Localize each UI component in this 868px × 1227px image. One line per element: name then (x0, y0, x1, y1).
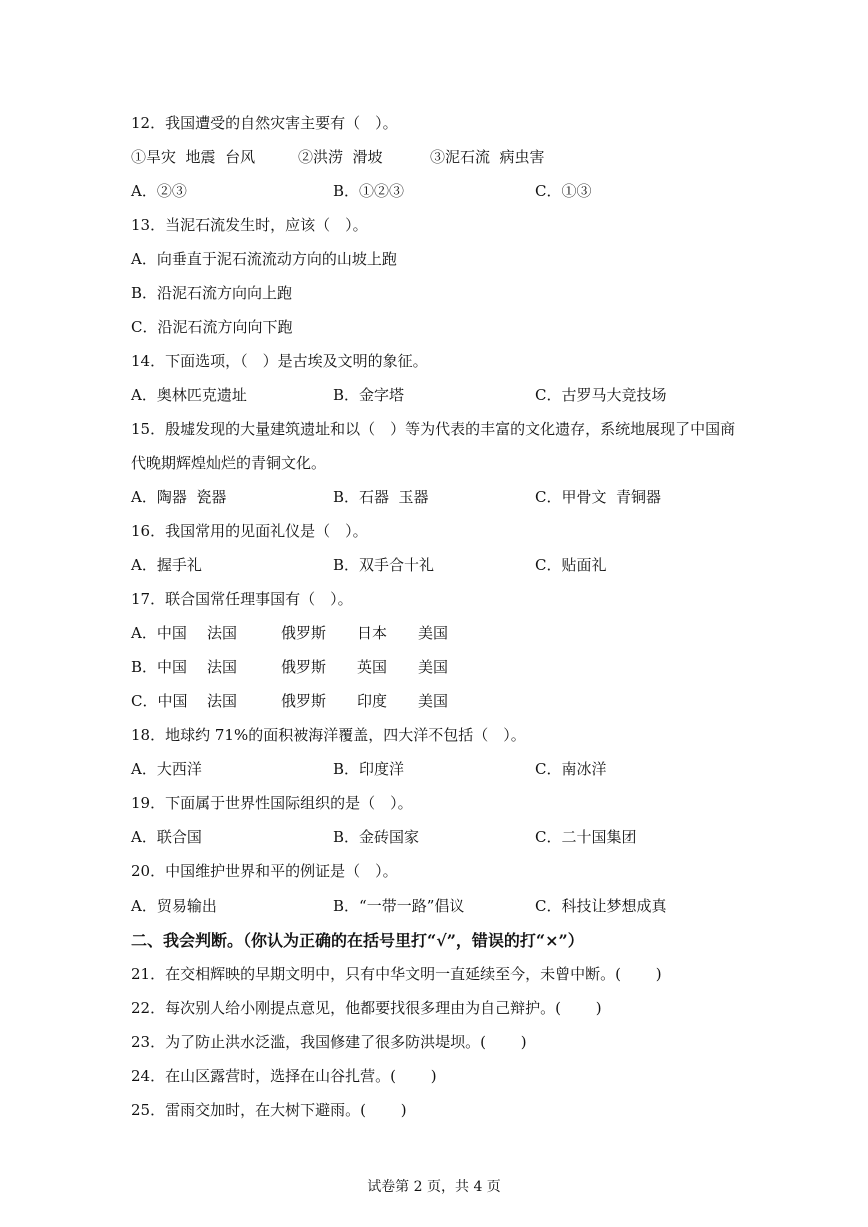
question-20-option-b: B．“一带一路”倡议 (333, 897, 465, 915)
question-16-option-b: B．双手合十礼 (333, 556, 435, 574)
judge-question-23: 23．为了防止洪水泛滥，我国修建了很多防洪堤坝。( ) (131, 1033, 527, 1051)
question-14-option-b: B．金字塔 (333, 386, 405, 404)
question-12-stem: 12．我国遭受的自然灾害主要有（ ）。 (131, 114, 398, 132)
question-19-option-a: A．联合国 (131, 828, 202, 846)
question-17-option-b-country-5: 美国 (418, 658, 449, 676)
question-20-stem: 20．中国维护世界和平的例证是（ ）。 (131, 862, 398, 880)
question-16-option-a: A．握手礼 (131, 556, 202, 574)
question-17-option-c-country-1: C．中国 (131, 692, 188, 710)
question-15-option-c: C．甲骨文 青铜器 (535, 488, 662, 506)
question-19-option-b: B．金砖国家 (333, 828, 420, 846)
question-20-option-a: A．贸易输出 (131, 897, 217, 915)
question-12-item-1: ①旱灾 地震 台风 (131, 148, 256, 166)
question-19-option-c: C．二十国集团 (535, 828, 637, 846)
question-13-option-c: C．沿泥石流方向向下跑 (131, 318, 293, 336)
question-15-option-b: B．石器 玉器 (333, 488, 429, 506)
judge-question-24: 24．在山区露营时，选择在山谷扎营。( ) (131, 1067, 437, 1085)
question-17-option-a-country-3: 俄罗斯 (281, 624, 327, 642)
section-2-heading: 二、我会判断。（你认为正确的在括号里打“√”，错误的打“×”） (131, 931, 584, 950)
question-15-stem-line-2: 代晚期辉煌灿烂的青铜文化。 (131, 454, 327, 472)
judge-question-22: 22．每次别人给小刚提点意见，他都要找很多理由为自己辩护。( ) (131, 999, 602, 1017)
question-19-stem: 19．下面属于世界性国际组织的是（ ）。 (131, 794, 413, 812)
question-17-option-b-country-3: 俄罗斯 (281, 658, 327, 676)
question-18-option-c: C．南冰洋 (535, 760, 607, 778)
question-13-option-b: B．沿泥石流方向向上跑 (131, 284, 293, 302)
judge-question-21: 21．在交相辉映的早期文明中，只有中华文明一直延续至今，未曾中断。( ) (131, 965, 662, 983)
question-14-option-c: C．古罗马大竞技场 (535, 386, 667, 404)
question-14-stem: 14．下面选项，（ ）是古埃及文明的象征。 (131, 352, 428, 370)
question-17-stem: 17．联合国常任理事国有（ ）。 (131, 590, 353, 608)
question-12-item-2: ②洪涝 滑坡 (298, 148, 383, 166)
question-13-stem: 13．当泥石流发生时，应该（ ）。 (131, 216, 368, 234)
question-18-stem: 18．地球约 71%的面积被海洋覆盖，四大洋不包括（ ）。 (131, 726, 526, 744)
question-17-option-a-country-4: 日本 (357, 624, 388, 642)
question-16-option-c: C．贴面礼 (535, 556, 607, 574)
question-20-option-c: C．科技让梦想成真 (535, 897, 667, 915)
question-15-stem-line-1: 15．殷墟发现的大量建筑遗址和以（ ）等为代表的丰富的文化遗存，系统地展现了中国商 (131, 420, 736, 438)
question-16-stem: 16．我国常用的见面礼仪是（ ）。 (131, 522, 368, 540)
question-15-option-a: A．陶器 瓷器 (131, 488, 227, 506)
question-12-option-c: C．①③ (535, 182, 592, 200)
question-17-option-c-country-3: 俄罗斯 (281, 692, 327, 710)
page-footer: 试卷第 2 页，共 4 页 (367, 1179, 501, 1195)
question-17-option-c-country-5: 美国 (418, 692, 449, 710)
question-12-option-a: A．②③ (131, 182, 187, 200)
judge-question-25: 25．雷雨交加时，在大树下避雨。( ) (131, 1101, 407, 1119)
question-17-option-a-country-5: 美国 (418, 624, 449, 642)
question-14-option-a: A．奥林匹克遗址 (131, 386, 247, 404)
question-12-item-3: ③泥石流 病虫害 (430, 148, 545, 166)
question-17-option-c-country-2: 法国 (207, 692, 238, 710)
question-18-option-a: A．大西洋 (131, 760, 202, 778)
question-13-option-a: A．向垂直于泥石流流动方向的山坡上跑 (131, 250, 397, 268)
question-18-option-b: B．印度洋 (333, 760, 405, 778)
question-17-option-b-country-1: B．中国 (131, 658, 188, 676)
question-17-option-b-country-4: 英国 (357, 658, 388, 676)
question-17-option-c-country-4: 印度 (357, 692, 388, 710)
question-17-option-b-country-2: 法国 (207, 658, 238, 676)
question-12-option-b: B．①②③ (333, 182, 405, 200)
question-17-option-a-country-1: A．中国 (131, 624, 187, 642)
question-17-option-a-country-2: 法国 (207, 624, 238, 642)
